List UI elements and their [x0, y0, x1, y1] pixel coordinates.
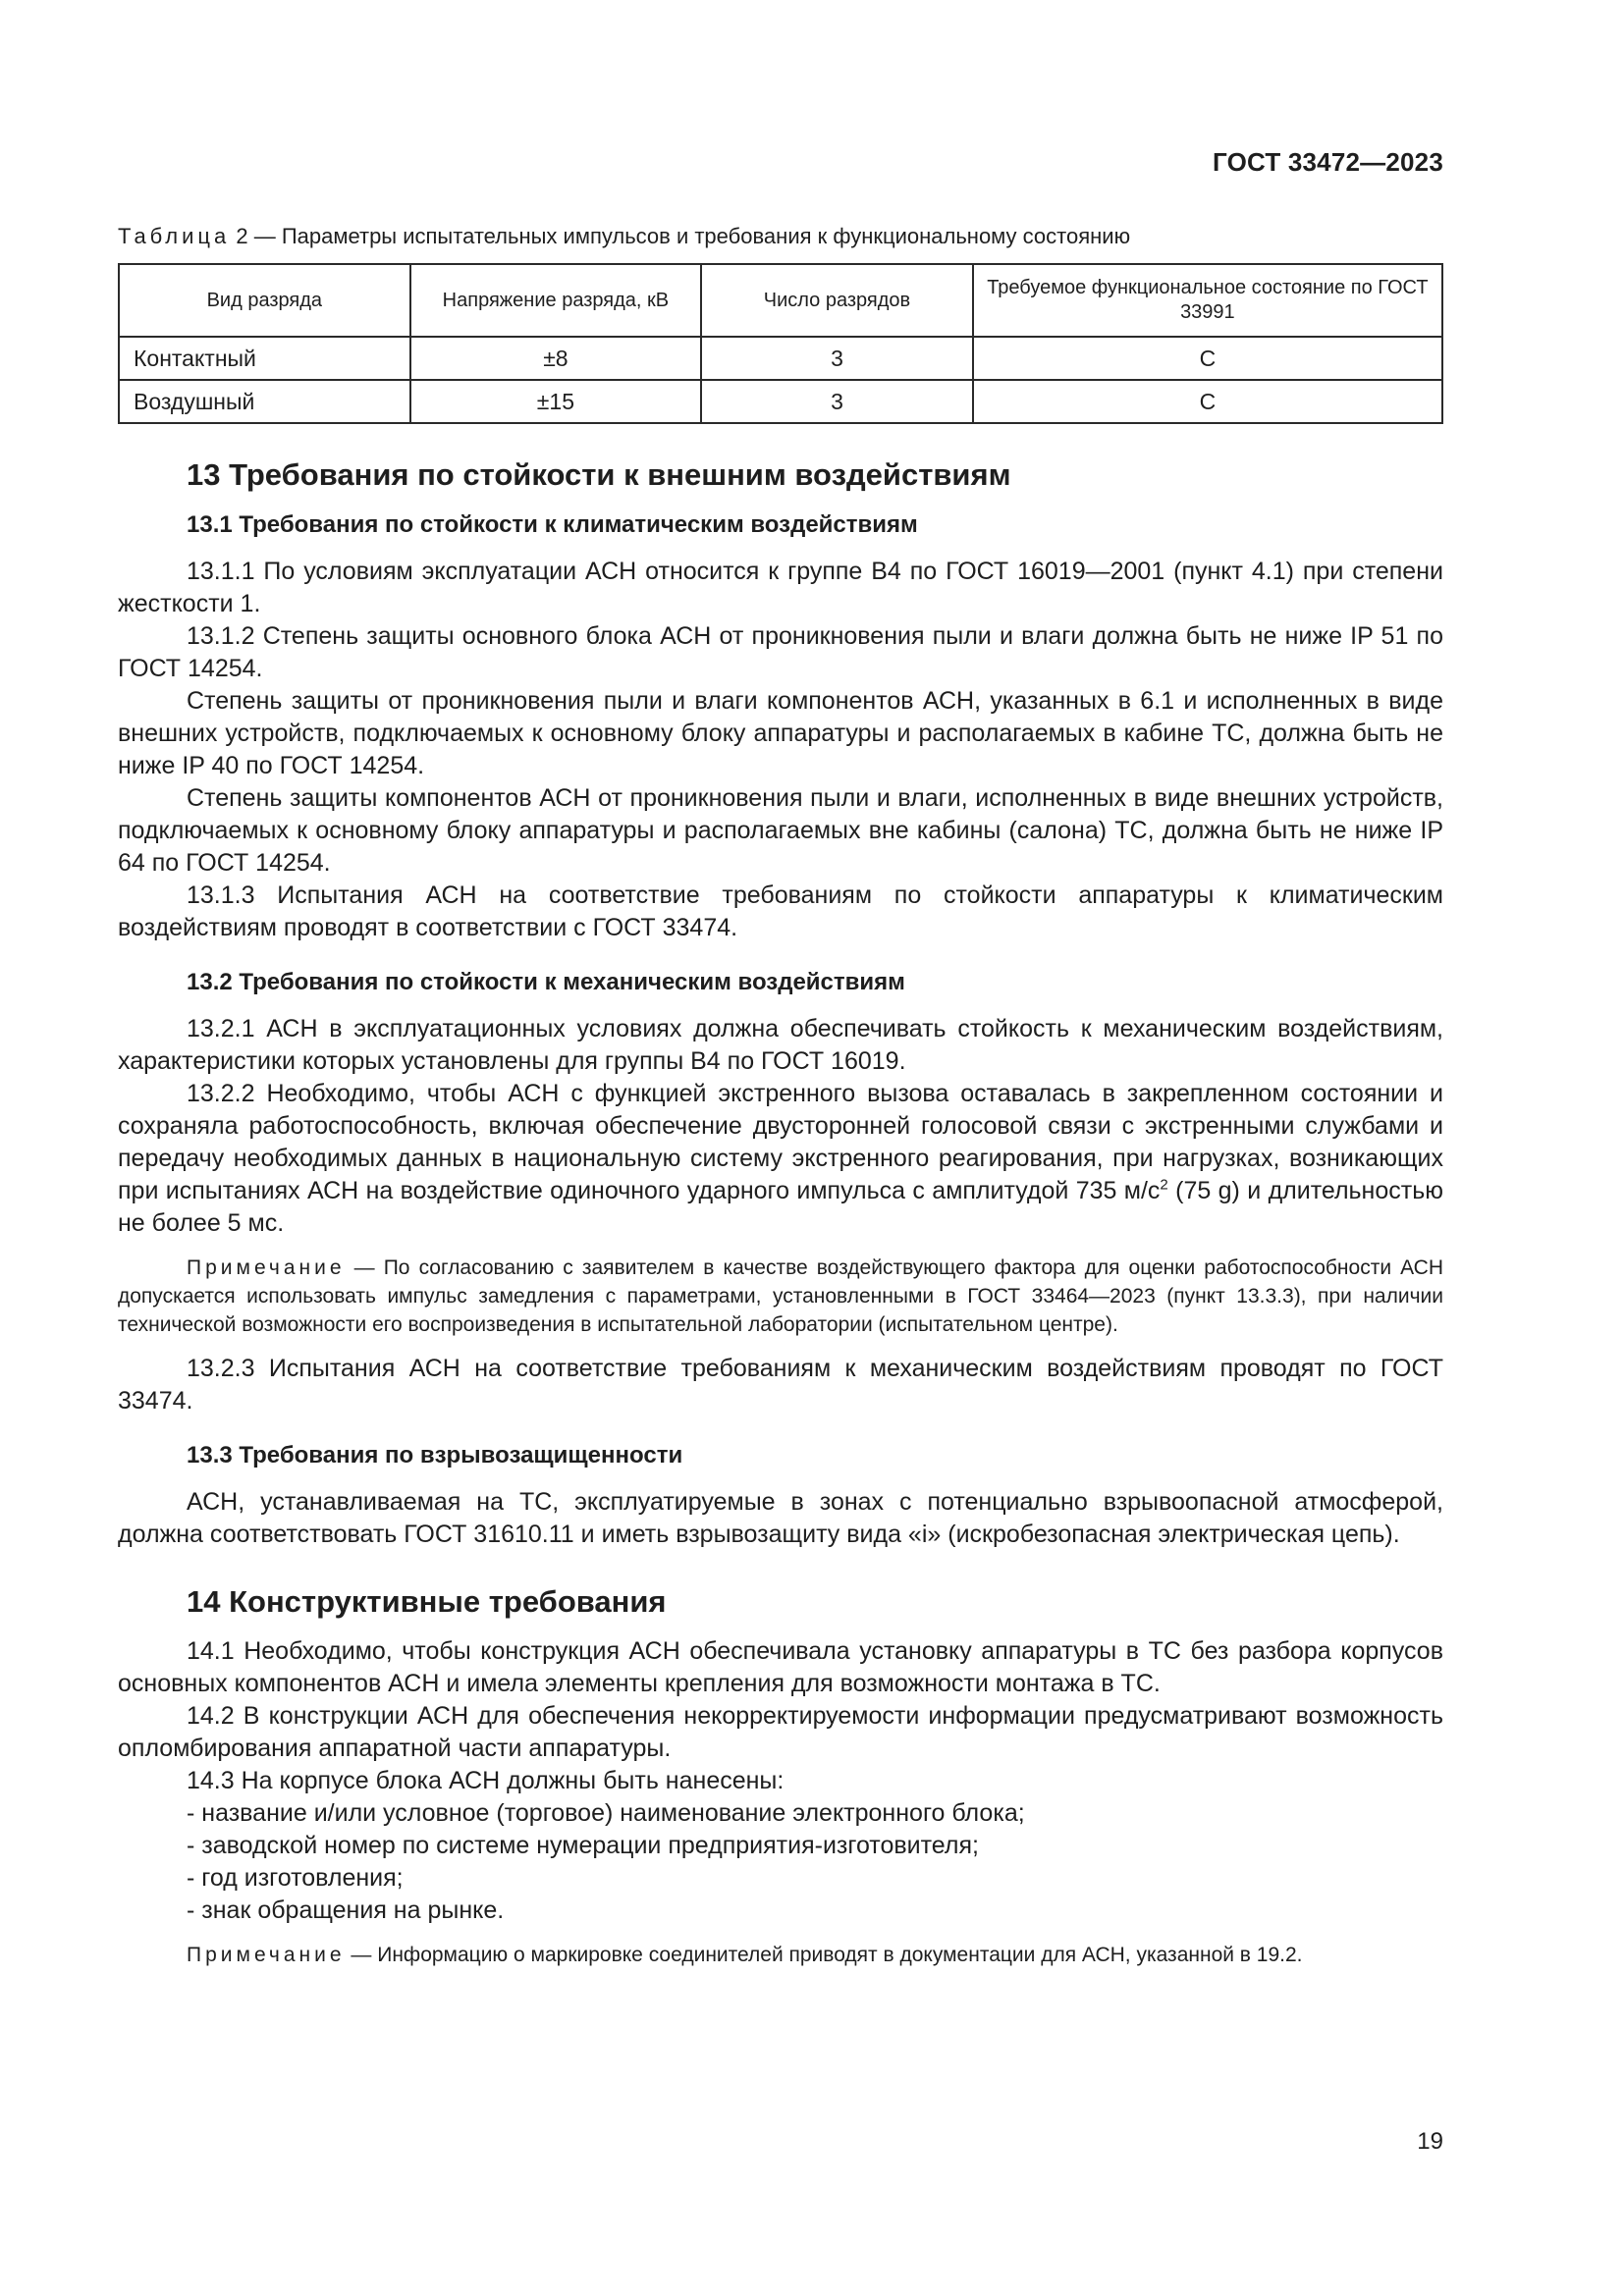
subsection-13-1-heading: 13.1 Требования по стойкости к климатическим воздействиям [187, 511, 918, 538]
table-cell: 3 [701, 380, 973, 423]
paragraph-13-2-1: 13.2.1 АСН в эксплуатационных условиях должна обеспечивать стойкость к механическим воздействиям, характеристики которых установлены для группы В4 по ГОСТ 16019. [118, 1015, 1443, 1075]
test-parameters-table [118, 263, 1443, 424]
paragraph-13-1-2: 13.1.2 Степень защиты основного блока АСН от проникновения пыли и влаги должна быть не ниже IP 51 по ГОСТ 14254. [118, 622, 1443, 682]
page-content [118, 222, 1443, 1969]
note-13-2 [118, 1254, 1443, 1339]
table-cell: С [973, 337, 1442, 380]
note-label: Примечание [187, 1944, 346, 1966]
paragraph-13-1-1: 13.1.1 По условиям эксплуатации АСН относится к группе В4 по ГОСТ 16019—2001 (пункт 4.1) при степени жесткости 1. [118, 558, 1443, 617]
marking-list-item: - год изготовления; [187, 1864, 404, 1892]
paragraph-13-2-2-tail: (75 g) и длительностью не более 5 мс. [118, 1177, 1443, 1237]
paragraph-13-1-2-cabin: Степень защиты от проникновения пыли и влаги компонентов АСН, указанных в 6.1 и исполненных в виде внешних устройств, подключаемых к основному блоку аппаратуры и располагаемых в кабине ТС, должна быть не ниже IP 40 по ГОСТ 14254. [118, 687, 1443, 779]
table-cell: ±8 [410, 337, 702, 380]
section-14-heading: 14 Конструктивные требования [187, 1584, 667, 1619]
table-row [119, 380, 1442, 423]
marking-list-item: - знак обращения на рынке. [187, 1896, 505, 1924]
paragraph-13-1-3: 13.1.3 Испытания АСН на соответствие требованиям по стойкости аппаратуры к климатическим воздействиям проводят в соответствии с ГОСТ 33474. [118, 881, 1443, 941]
table-cell: ±15 [410, 380, 702, 423]
subsection-13-3-heading: 13.3 Требования по взрывозащищенности [187, 1442, 683, 1468]
table-cell: Воздушный [119, 380, 410, 423]
page-number: 19 [1417, 2128, 1443, 2155]
note-text: — Информацию о маркировке соединителей приводят в документации для АСН, указанной в 19.2. [345, 1944, 1303, 1966]
column-header: Число разрядов [701, 264, 973, 337]
marking-list-item: - название и/или условное (торговое) наименование электронного блока; [187, 1799, 1025, 1827]
column-header: Вид разряда [119, 264, 410, 337]
table-row [119, 337, 1442, 380]
table-caption [118, 222, 1443, 251]
section-13-heading: 13 Требования по стойкости к внешним воздействиям [187, 457, 1011, 492]
subsection-13-2-heading: 13.2 Требования по стойкости к механическим воздействиям [187, 969, 905, 995]
note-14 [118, 1941, 1443, 1969]
table-header-row [119, 264, 1442, 337]
table-cell: Контактный [119, 337, 410, 380]
paragraph-13-1-2-outside: Степень защиты компонентов АСН от проникновения пыли и влаги, исполненных в виде внешних устройств, подключаемых к основному блоку аппаратуры и располагаемых вне кабины (салона) ТС, должна быть не ниже IP 64 по ГОСТ 14254. [118, 784, 1443, 877]
paragraph-14-3: 14.3 На корпусе блока АСН должны быть нанесены: [187, 1767, 785, 1794]
paragraph-13-2-3: 13.2.3 Испытания АСН на соответствие требованиям к механическим воздействиям проводят по ГОСТ 33474. [118, 1355, 1443, 1415]
paragraph-14-2: 14.2 В конструкции АСН для обеспечения некорректируемости информации предусматривают возможность опломбирования аппаратной части аппаратуры. [118, 1702, 1443, 1762]
paragraph-13-2-2-text: 13.2.2 Необходимо, чтобы АСН с функцией экстренного вызова оставалась в закрепленном состоянии и сохраняла работоспособность, включая обеспечение двусторонней голосовой связи с экстренными службами и передачу необходимых данных в национальную систему экстренного реагирования, при нагрузках, возникающих при испытаниях АСН на воздействие одиночного ударного импульса с амплитудой 735 м/с [118, 1080, 1443, 1204]
paragraph-13-2-2 [118, 1078, 1443, 1240]
table-cell: С [973, 380, 1442, 423]
column-header: Напряжение разряда, кВ [410, 264, 702, 337]
marking-list-item: - заводской номер по системе нумерации предприятия-изготовителя; [187, 1832, 979, 1859]
table-caption-label: Таблица [118, 224, 231, 248]
note-text: — По согласованию с заявителем в качестве воздействующего фактора для оценки работоспособности АСН допускается использовать импульс замедления с параметрами, установленными в ГОСТ 33464—2023 (пункт 13.3.3), при наличии технической возможности его воспроизведения в испытательной лаборатории (испытательном центре). [118, 1256, 1443, 1336]
table-caption-text: 2 — Параметры испытательных импульсов и требования к функциональному состоянию [230, 224, 1131, 248]
document-number: ГОСТ 33472—2023 [1213, 147, 1443, 177]
superscript: 2 [1160, 1176, 1168, 1194]
paragraph-13-3: АСН, устанавливаемая на ТС, эксплуатируемые в зонах с потенциально взрывоопасной атмосферой, должна соответствовать ГОСТ 31610.11 и иметь взрывозащиту вида «i» (искробезопасная электрическая цепь). [118, 1488, 1443, 1548]
column-header: Требуемое функциональное состояние по ГОСТ 33991 [973, 264, 1442, 337]
note-label: Примечание [187, 1256, 346, 1279]
paragraph-14-1: 14.1 Необходимо, чтобы конструкция АСН обеспечивала установку аппаратуры в ТС без разбора корпусов основных компонентов АСН и имела элементы крепления для возможности монтажа в ТС. [118, 1637, 1443, 1697]
table-cell: 3 [701, 337, 973, 380]
